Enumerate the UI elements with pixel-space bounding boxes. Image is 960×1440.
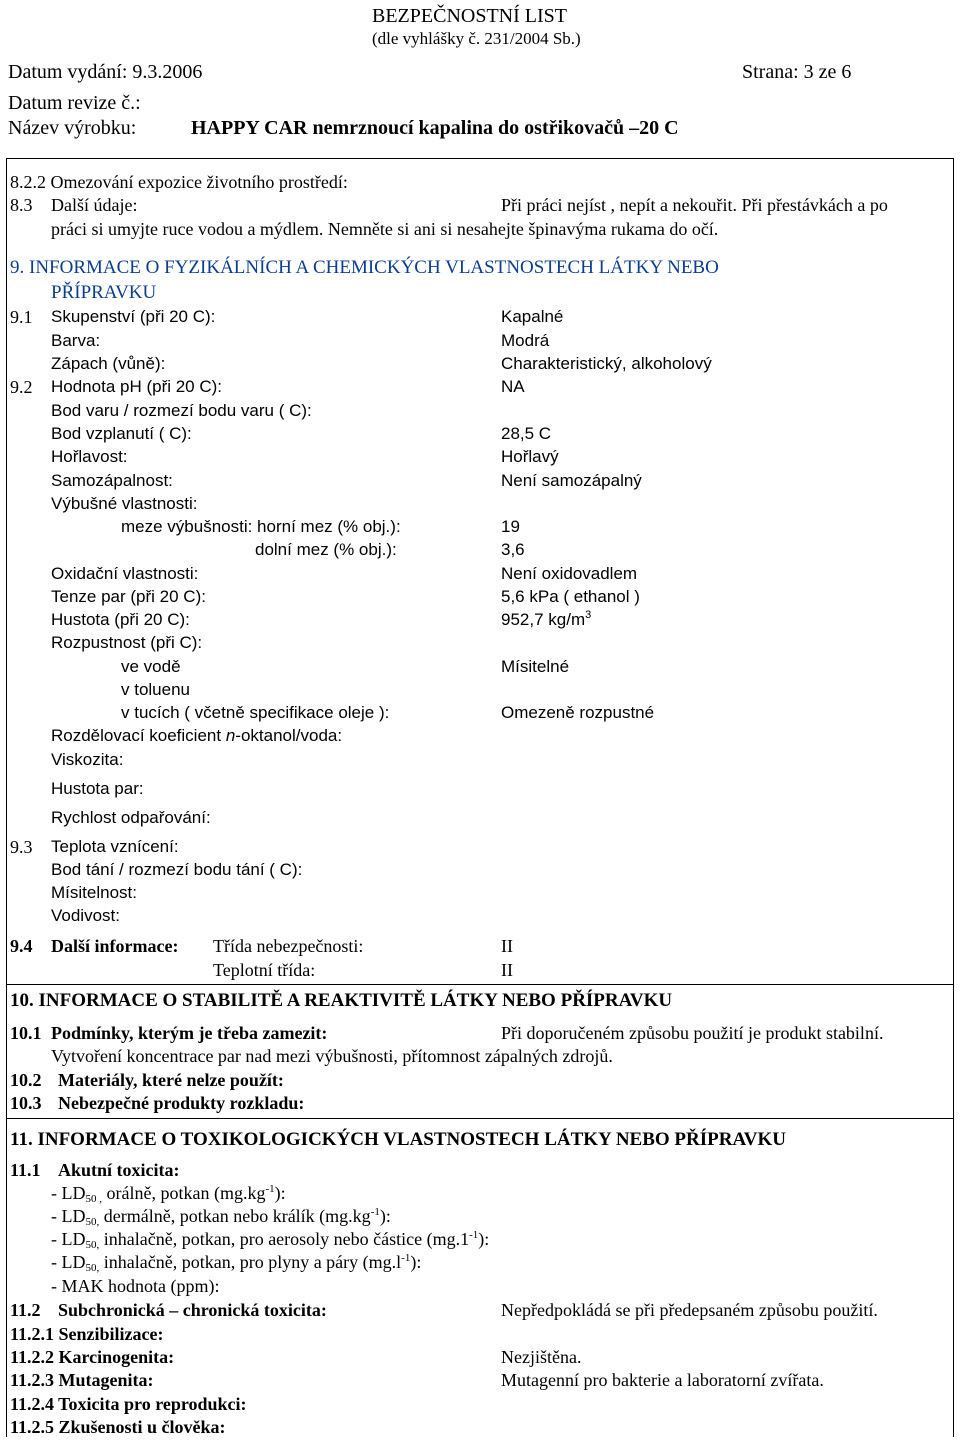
label-10-2: Materiály, které nelze použít: xyxy=(58,1070,284,1090)
num-9-2: 9.2 xyxy=(10,377,33,397)
mak-value: - MAK hodnota (ppm): xyxy=(51,1276,220,1296)
ld50-dermal: - $LD_{50,}$ dermálně, potkan nebo králík $(mg.kg^{-1})$: xyxy=(51,1206,391,1228)
section-10-heading: 10. INFORMACE O STABILITĚ A REAKTIVITĚ LÁTKY NEBO PŘÍPRAVKU xyxy=(10,990,673,1011)
num-9-4: 9.4 xyxy=(10,936,33,956)
value-10-1: Při doporučeném způsobu použití je produkt stabilní. xyxy=(501,1023,884,1043)
num-8-3: 8.3 xyxy=(10,195,33,215)
value-v-tucich: Omezeně rozpustné xyxy=(501,703,655,722)
prop-teplotni-trida: Teplotní třída: xyxy=(213,960,316,980)
prop-ph: Hodnota pH (při 20 C): xyxy=(51,377,223,396)
page-number: Strana: 3 ze 6 xyxy=(742,61,852,83)
document-title: BEZPEČNOSTNÍ LIST xyxy=(372,5,567,27)
prop-teplota-vzniceni: Teplota vznícení: xyxy=(51,837,179,856)
label-11-2-4: 11.2.4 Toxicita pro reprodukci: xyxy=(10,1394,247,1414)
value-8-3-line2: práci si umyjte ruce vodou a mýdlem. Nemněte si ani si nesahejte špinavýma rukama do očí. xyxy=(51,219,719,239)
prop-tenze-par: Tenze par (při 20 C): xyxy=(51,587,206,606)
product-label: Název výrobku: xyxy=(8,117,137,139)
label-11-1: Akutní toxicita: xyxy=(58,1160,180,1180)
prop-v-toluenu: v toluenu xyxy=(121,680,190,699)
num-11-1: 11.1 xyxy=(10,1160,41,1180)
prop-rozdelovaci-koeficient: Rozdělovací koeficient n-oktanol/voda: xyxy=(51,726,343,745)
prop-vybusne: Výbušné vlastnosti: xyxy=(51,494,198,513)
value-teplotni-trida: II xyxy=(501,960,513,980)
prop-oxidacni: Oxidační vlastnosti: xyxy=(51,564,199,583)
label-11-2-5: 11.2.5 Zkušenosti u člověka: xyxy=(10,1417,226,1437)
issue-date: Datum vydání: 9.3.2006 xyxy=(8,61,203,83)
prop-ve-vode: ve vodě xyxy=(121,657,181,676)
prop-vodivost: Vodivost: xyxy=(51,906,120,925)
value-ve-vode: Mísitelné xyxy=(501,657,570,676)
value-11-2: Nepředpokládá se při předepsaném způsobu použití. xyxy=(501,1300,878,1320)
prop-viskozita: Viskozita: xyxy=(51,750,124,769)
prop-bod-varu: Bod varu / rozmezí bodu varu ( C): xyxy=(51,401,312,420)
prop-trida-nebezpecnosti: Třída nebezpečnosti: xyxy=(213,936,364,956)
product-name: HAPPY CAR nemrznoucí kapalina do ostřikovačů –20 C xyxy=(191,117,679,139)
prop-barva: Barva: xyxy=(51,331,101,350)
section-9-heading: 9. INFORMACE O FYZIKÁLNÍCH A CHEMICKÝCH VLASTNOSTECH LÁTKY NEBO xyxy=(10,257,719,278)
ld50-inhal-gas: - $LD_{50,}$ inhalačně, potkan, pro plyny a páry $(mg.l^{-1})$: xyxy=(51,1252,422,1274)
value-horlavost: Hořlavý xyxy=(501,447,559,466)
divider xyxy=(6,1118,954,1119)
prop-hustota: Hustota (při 20 C): xyxy=(51,610,190,629)
num-10-1: 10.1 xyxy=(10,1023,42,1043)
prop-rychlost-odparovani: Rychlost odpařování: xyxy=(51,808,211,827)
prop-samozapalnost: Samozápalnost: xyxy=(51,471,173,490)
revision-date: Datum revize č.: xyxy=(8,92,141,114)
label-11-2-3: 11.2.3 Mutagenita: xyxy=(10,1370,154,1390)
value-11-2-2: Nezjištěna. xyxy=(501,1347,582,1367)
value-dolni-mez: 3,6 xyxy=(501,540,525,559)
num-10-2: 10.2 xyxy=(10,1070,42,1090)
value-10-1-line2: Vytvoření koncentrace par nad mezi výbušnosti, přítomnost zápalných zdrojů. xyxy=(51,1046,613,1066)
line-8-2-2: 8.2.2 Omezování expozice životního prostředí: xyxy=(10,172,348,192)
prop-bod-vzplanuti: Bod vzplanutí ( C): xyxy=(51,424,192,443)
section-9-heading-cont: PŘÍPRAVKU xyxy=(51,282,157,303)
value-11-2-3: Mutagenní pro bakterie a laboratorní zvířata. xyxy=(501,1370,824,1390)
label-10-1: Podmínky, kterým je třeba zamezit: xyxy=(51,1023,328,1043)
label-10-3: Nebezpečné produkty rozkladu: xyxy=(58,1093,305,1113)
prop-misitelnost: Mísitelnost: xyxy=(51,883,137,902)
label-8-3: Další údaje: xyxy=(51,195,138,215)
prop-bod-tani: Bod tání / rozmezí bodu tání ( C): xyxy=(51,860,303,879)
value-trida-nebezpecnosti: II xyxy=(501,936,513,956)
prop-zapach: Zápach (vůně): xyxy=(51,354,166,373)
num-9-1: 9.1 xyxy=(10,307,33,327)
label-9-4: Další informace: xyxy=(51,936,179,956)
prop-v-tucich: v tucích ( včetně specifikace oleje ): xyxy=(121,703,390,722)
value-ph: NA xyxy=(501,377,525,396)
value-skupenstvi: Kapalné xyxy=(501,307,564,326)
ld50-inhal-aerosol: - $LD_{50,}$ inhalačně, potkan, pro aerosoly nebo částice $(mg.1^{-1})$: xyxy=(51,1229,490,1251)
value-zapach: Charakteristický, alkoholový xyxy=(501,354,712,373)
document-subtitle: (dle vyhlášky č. 231/2004 Sb.) xyxy=(372,29,581,48)
value-hustota: 952,7 $kg/m^3$ xyxy=(501,609,592,629)
num-10-3: 10.3 xyxy=(10,1093,42,1113)
value-barva: Modrá xyxy=(501,331,550,350)
prop-horlavost: Hořlavost: xyxy=(51,447,128,466)
num-9-3: 9.3 xyxy=(10,837,33,857)
value-8-3: Při práci nejíst , nepít a nekouřit. Při přestávkách a po xyxy=(501,195,888,215)
prop-hustota-par: Hustota par: xyxy=(51,779,144,798)
divider xyxy=(6,984,954,985)
section-11-heading: 11. INFORMACE O TOXIKOLOGICKÝCH VLASTNOSTECH LÁTKY NEBO PŘÍPRAVKU xyxy=(10,1129,786,1150)
prop-rozpustnost: Rozpustnost (při C): xyxy=(51,633,203,652)
value-samozapalnost: Není samozápalný xyxy=(501,471,642,490)
prop-horni-mez: meze výbušnosti: horní mez (% obj.): xyxy=(121,517,401,536)
prop-dolni-mez: dolní mez (% obj.): xyxy=(255,540,397,559)
value-oxidacni: Není oxidovadlem xyxy=(501,564,638,583)
prop-skupenstvi: Skupenství (při 20 C): xyxy=(51,307,216,326)
value-bod-vzplanuti: 28,5 C xyxy=(501,424,552,443)
num-11-2: 11.2 xyxy=(10,1300,41,1320)
ld50-oral: - $LD_{50 ,}$ orálně, potkan $(mg.kg^{-1})$: xyxy=(51,1183,286,1205)
label-11-2-2: 11.2.2 Karcinogenita: xyxy=(10,1347,175,1367)
label-11-2-1: 11.2.1 Senzibilizace: xyxy=(10,1324,164,1344)
label-11-2: Subchronická – chronická toxicita: xyxy=(58,1300,327,1320)
value-horni-mez: 19 xyxy=(501,517,520,536)
value-tenze-par: 5,6 kPa ( ethanol ) xyxy=(501,587,640,606)
